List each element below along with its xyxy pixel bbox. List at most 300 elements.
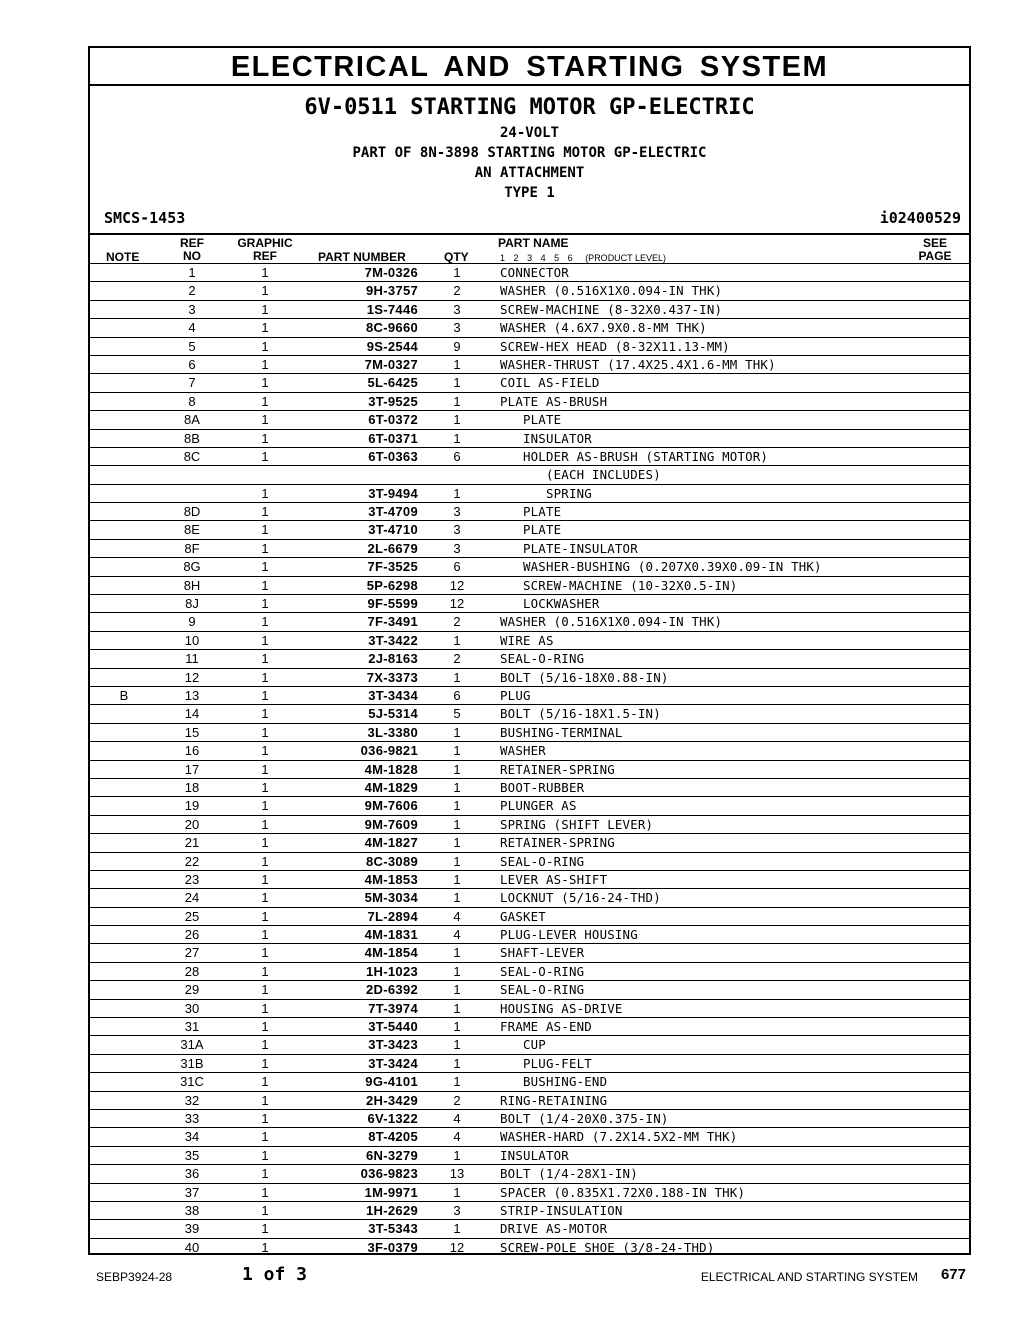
qty-cell: 1 [453,1000,461,1016]
table-row [90,1219,969,1237]
part-name-cell: CONNECTOR [500,265,569,280]
part-name-cell: RETAINER-SPRING [500,835,615,851]
title-band [90,48,969,86]
qty-cell: 2 [453,283,461,299]
table-row [90,796,969,814]
graphic-ref-cell: 1 [261,412,269,428]
ref-no-cell: 8F [184,540,200,556]
product-level-6: 6 [567,253,573,263]
ref-no-cell: 31B [180,1055,204,1071]
table-row [90,1201,969,1219]
ref-no-cell: 6 [188,356,196,372]
graphic-ref-cell: 1 [261,375,269,391]
part-name-cell: LOCKNUT (5/16-24-THD) [500,890,661,906]
part-number-cell: 2L-6679 [367,540,418,556]
table-row [90,962,969,980]
graphic-ref-cell: 1 [261,927,269,943]
table-row [90,704,969,722]
ref-no-cell: 8J [185,596,199,612]
part-number-cell: 3T-3423 [368,1037,418,1053]
ref-no-cell: 30 [184,1000,200,1016]
qty-cell: 4 [453,1129,461,1145]
part-name-cell: WASHER (4.6X7.9X0.8-MM THK) [500,320,707,336]
part-name-cell: SCREW-MACHINE (8-32X0.437-IN) [500,301,723,317]
qty-cell: 9 [453,338,461,354]
ref-no-cell: 33 [184,1110,200,1126]
ref-no-cell: 20 [184,816,200,832]
graphic-ref-cell: 1 [261,743,269,759]
part-number-cell: 7M-0326 [364,265,418,280]
part-name-cell: WASHER-HARD (7.2X14.5X2-MM THK) [500,1129,738,1145]
table-row [90,833,969,851]
group-title: 6V-0511 STARTING MOTOR GP-ELECTRIC [304,95,755,120]
part-name-cell: GASKET [500,908,546,924]
graphic-ref-cell: 1 [261,559,269,575]
qty-cell: 1 [453,393,461,409]
ref-no-line1: REF [180,236,204,250]
ref-no-cell: 22 [184,853,200,869]
table-row [90,741,969,759]
part-name-cell: PLATE [500,504,562,520]
part-number-cell: 1H-2629 [366,1202,418,1218]
graphic-ref-cell: 1 [261,706,269,722]
part-number-cell: 5P-6298 [366,577,418,593]
part-number-cell: 5L-6425 [367,375,418,391]
ref-no-cell: 8A [184,412,200,428]
graphic-ref-cell: 1 [261,1019,269,1035]
column-header-part-number: PART NUMBER [318,250,406,264]
graphic-ref-cell: 1 [261,1184,269,1200]
part-number-cell: 2H-3429 [366,1092,418,1108]
ref-no-cell: 7 [188,375,196,391]
ref-no-cell: 31A [180,1037,204,1053]
graphic-ref-cell: 1 [261,522,269,538]
qty-cell: 1 [453,1147,461,1163]
table-row [90,612,969,630]
part-name-cell: PLUG-LEVER HOUSING [500,927,638,943]
graphic-ref-cell: 1 [261,669,269,685]
table-row [90,760,969,778]
qty-cell: 1 [453,485,461,501]
qty-cell: 5 [453,706,461,722]
qty-cell: 1 [453,963,461,979]
part-name-cell: WASHER-THRUST (17.4X25.4X1.6-MM THK) [500,356,776,372]
qty-cell: 1 [453,816,461,832]
qty-cell: 6 [453,559,461,575]
ref-no-cell: 31 [184,1019,200,1035]
qty-cell: 12 [449,577,465,593]
part-number-cell: 3T-4709 [368,504,418,520]
part-number-cell: 3T-9525 [368,393,418,409]
table-row [90,263,969,281]
column-header-part-name: PART NAME [498,236,569,250]
part-name-cell: SPACER (0.835X1.72X0.188-IN THK) [500,1184,746,1200]
ref-no-cell: 25 [184,908,200,924]
table-row [90,1072,969,1090]
part-number-cell: 8C-9660 [366,320,418,336]
qty-cell: 1 [453,265,461,280]
table-row [90,355,969,373]
table-row [90,888,969,906]
part-name-cell: BOLT (1/4-20X0.375-IN) [500,1110,669,1126]
qty-cell: 3 [453,1202,461,1218]
qty-cell: 3 [453,320,461,336]
qty-cell: 3 [453,540,461,556]
part-name-cell: SEAL-O-RING [500,982,585,998]
part-number-cell: 2J-8163 [368,651,418,667]
part-number-cell: 9H-3757 [366,283,418,299]
qty-cell: 2 [453,1092,461,1108]
table-row [90,1183,969,1201]
ref-no-cell: 11 [185,651,199,667]
part-name-cell: COIL AS-FIELD [500,375,600,391]
qty-cell: 1 [453,871,461,887]
table-row [90,300,969,318]
graphic-ref-cell: 1 [261,1147,269,1163]
qty-cell: 6 [453,687,461,703]
table-row [90,557,969,575]
ref-no-cell: 39 [184,1221,200,1237]
part-name-cell: SPRING (SHIFT LEVER) [500,816,654,832]
ref-no-cell: 18 [184,779,200,795]
ref-no-cell: 27 [184,945,200,961]
part-number-cell: 9S-2544 [366,338,418,354]
table-row [90,907,969,925]
graphic-ref-cell: 1 [261,963,269,979]
table-row [90,1054,969,1072]
ref-no-cell: 35 [184,1147,200,1163]
qty-cell: 1 [453,798,461,814]
graphic-ref-cell: 1 [261,908,269,924]
part-name-cell: PLUG [500,687,531,703]
graphic-ref-cell: 1 [261,687,269,703]
table-row [90,1091,969,1109]
table-row [90,631,969,649]
qty-cell: 1 [453,853,461,869]
part-number-cell: 9G-4101 [365,1074,418,1090]
qty-cell: 12 [449,1239,465,1255]
parts-list-frame [88,46,971,1255]
ref-no-cell: 8C [183,448,201,464]
table-row [90,465,969,483]
graphic-ref-cell: 1 [261,338,269,354]
qty-cell: 1 [453,835,461,851]
table-row [90,281,969,299]
graphic-ref-cell: 1 [261,448,269,464]
table-row [90,925,969,943]
qty-cell: 1 [453,375,461,391]
part-name-cell: HOLDER AS-BRUSH (STARTING MOTOR) [500,448,769,464]
graphic-ref-cell: 1 [261,1202,269,1218]
table-row [90,778,969,796]
ref-no-cell: 21 [184,835,200,851]
qty-cell: 1 [453,1037,461,1053]
product-levels [500,253,666,263]
graphic-ref-cell: 1 [261,632,269,648]
product-level-1: 1 [500,253,506,263]
part-name-cell: DRIVE AS-MOTOR [500,1221,608,1237]
table-row [90,502,969,520]
graphic-ref-cell: 1 [261,265,269,280]
ref-no-cell: 2 [188,283,196,299]
part-name-cell: INSULATOR [500,430,592,446]
table-row [90,999,969,1017]
ref-no-cell: 34 [184,1129,200,1145]
qty-cell: 1 [453,743,461,759]
qty-cell: 1 [453,669,461,685]
graphic-ref-line1: GRAPHIC [237,236,293,250]
qty-cell: 1 [453,632,461,648]
part-name-cell: BUSHING-TERMINAL [500,724,623,740]
graphic-ref-cell: 1 [261,890,269,906]
table-row [90,576,969,594]
part-number-cell: 3L-3380 [367,724,418,740]
graphic-ref-cell: 1 [261,835,269,851]
part-name-cell: CUP [500,1037,546,1053]
part-name-cell: BOLT (5/16-18X0.88-IN) [500,669,669,685]
part-name-cell: WASHER-BUSHING (0.207X0.39X0.09-IN THK) [500,559,822,575]
table-row [90,870,969,888]
part-name-cell: PLATE [500,412,562,428]
qty-cell: 1 [453,1019,461,1035]
qty-cell: 1 [453,1055,461,1071]
table-row [90,1146,969,1164]
part-number-cell: 7L-2894 [367,908,418,924]
graphic-ref-cell: 1 [261,356,269,372]
table-row [90,1127,969,1145]
part-name-cell: BOLT (1/4-28X1-IN) [500,1166,638,1182]
table-row [90,373,969,391]
ref-no-cell: 4 [188,320,196,336]
qty-cell: 1 [453,945,461,961]
graphic-ref-cell: 1 [261,1166,269,1182]
ref-no-cell: 23 [184,871,200,887]
part-name-cell: LOCKWASHER [500,596,600,612]
qty-cell: 1 [453,430,461,446]
part-number-cell: 7F-3491 [367,614,418,630]
graphic-ref-cell: 1 [261,1000,269,1016]
table-row [90,1035,969,1053]
part-number-cell: 9M-7606 [364,798,418,814]
graphic-ref-cell: 1 [261,945,269,961]
graphic-ref-cell: 1 [261,651,269,667]
part-name-cell: SCREW-HEX HEAD (8-32X11.13-MM) [500,338,730,354]
graphic-ref-cell: 1 [261,816,269,832]
table-row [90,429,969,447]
part-name-cell: PLUNGER AS [500,798,577,814]
ref-no-line2: NO [183,249,201,263]
ref-no-cell: 9 [188,614,196,630]
column-header-ref-no [178,237,206,263]
part-number-cell: 3T-5440 [368,1019,418,1035]
ref-no-cell: 8E [184,522,200,538]
subtitle-type: TYPE 1 [504,185,555,201]
part-name-cell: WASHER (0.516X1X0.094-IN THK) [500,614,723,630]
table-row [90,852,969,870]
part-name-cell: PLUG-FELT [500,1055,592,1071]
graphic-ref-cell: 1 [261,577,269,593]
graphic-ref-line2: REF [253,249,277,263]
qty-cell: 1 [453,761,461,777]
see-page-line2: PAGE [918,249,952,263]
part-name-cell: WIRE AS [500,632,554,648]
graphic-ref-cell: 1 [261,1110,269,1126]
qty-cell: 1 [453,1074,461,1090]
table-row [90,943,969,961]
qty-cell: 3 [453,504,461,520]
qty-cell: 3 [453,301,461,317]
graphic-ref-cell: 1 [261,485,269,501]
graphic-ref-cell: 1 [261,1074,269,1090]
column-header-graphic-ref [230,237,300,263]
ref-no-cell: 14 [184,706,200,722]
part-number-cell: 4M-1829 [364,779,418,795]
smcs-code: SMCS-1453 [104,209,186,227]
ref-no-cell: 15 [184,724,200,740]
table-row [90,539,969,557]
ref-no-cell: 32 [184,1092,200,1108]
footer-section-title: ELECTRICAL AND STARTING SYSTEM [700,1270,918,1284]
ref-no-cell: 8G [183,559,201,575]
part-name-cell: SEAL-O-RING [500,853,585,869]
qty-cell: 1 [453,412,461,428]
graphic-ref-cell: 1 [261,393,269,409]
part-number-cell: 3T-3424 [368,1055,418,1071]
graphic-ref-cell: 1 [261,614,269,630]
part-number-cell: 6T-0371 [368,430,418,446]
part-name-cell: FRAME AS-END [500,1019,592,1035]
graphic-ref-cell: 1 [261,871,269,887]
part-number-cell: 7F-3525 [367,559,418,575]
ref-no-cell: 10 [184,632,200,648]
part-number-cell: 3T-4710 [368,522,418,538]
ref-no-cell: 26 [184,927,200,943]
part-number-cell: 2D-6392 [366,982,418,998]
table-row [90,1238,969,1256]
ref-no-cell: 8B [184,430,200,446]
graphic-ref-cell: 1 [261,779,269,795]
part-name-cell: BOLT (5/16-18X1.5-IN) [500,706,661,722]
part-name-cell: STRIP-INSULATION [500,1202,623,1218]
product-level-4: 4 [540,253,546,263]
part-name-cell: RING-RETAINING [500,1092,608,1108]
ref-no-cell: 29 [184,982,200,998]
qty-cell: 1 [453,724,461,740]
qty-cell: 4 [453,908,461,924]
graphic-ref-cell: 1 [261,853,269,869]
part-number-cell: 8T-4205 [368,1129,418,1145]
part-number-cell: 7M-0327 [364,356,418,372]
table-row [90,649,969,667]
qty-cell: 1 [453,890,461,906]
graphic-ref-cell: 1 [261,798,269,814]
part-name-cell: (EACH INCLUDES) [500,467,661,483]
table-row [90,1017,969,1035]
table-row [90,392,969,410]
illustration-id: i02400529 [879,209,961,227]
qty-cell: 3 [453,522,461,538]
table-row [90,337,969,355]
qty-cell: 1 [453,356,461,372]
part-number-cell: 1H-1023 [366,963,418,979]
part-number-cell: 4M-1828 [364,761,418,777]
part-name-cell: RETAINER-SPRING [500,761,615,777]
table-header [90,233,969,263]
ref-no-cell: 17 [184,761,200,777]
qty-cell: 2 [453,651,461,667]
graphic-ref-cell: 1 [261,430,269,446]
table-row [90,1164,969,1182]
part-name-cell: WASHER [500,743,546,759]
part-number-cell: 8C-3089 [366,853,418,869]
ref-no-cell: 8D [183,504,201,520]
document-id: SEBP3924-28 [96,1270,173,1284]
part-number-cell: 6N-3279 [366,1147,418,1163]
part-number-cell: 3F-0379 [367,1239,418,1255]
part-name-cell: SCREW-POLE SHOE (3/8-24-THD) [500,1239,715,1255]
graphic-ref-cell: 1 [261,982,269,998]
ref-no-cell: 36 [184,1166,200,1182]
parts-table-body [90,263,969,1256]
qty-cell: 4 [453,1110,461,1126]
part-name-cell: BUSHING-END [500,1074,608,1090]
column-header-see-page [915,237,955,263]
ref-no-cell: 38 [184,1202,200,1218]
ref-no-cell: 31C [180,1074,204,1090]
part-number-cell: 3T-3434 [368,687,418,703]
subtitle-voltage: 24-VOLT [499,125,559,141]
ref-no-cell: 8H [183,577,201,593]
graphic-ref-cell: 1 [261,1239,269,1255]
part-number-cell: 1S-7446 [366,301,418,317]
part-number-cell: 3T-3422 [368,632,418,648]
table-row [90,594,969,612]
graphic-ref-cell: 1 [261,1037,269,1053]
table-row [90,318,969,336]
ref-no-cell: 12 [184,669,200,685]
column-header-note: NOTE [106,250,140,264]
part-number-cell: 036-9823 [360,1166,418,1182]
part-name-cell: SHAFT-LEVER [500,945,585,961]
ref-no-cell: 13 [184,687,200,703]
graphic-ref-cell: 1 [261,301,269,317]
subtitle-part-of: PART OF 8N-3898 STARTING MOTOR GP-ELECTRIC [352,145,707,161]
product-level-3: 3 [527,253,533,263]
part-number-cell: 4M-1831 [364,927,418,943]
qty-cell: 12 [449,596,465,612]
product-level-label: (PRODUCT LEVEL) [585,253,667,263]
table-row [90,410,969,428]
part-number-cell: 7X-3373 [366,669,418,685]
ref-no-cell: 24 [184,890,200,906]
ref-no-cell: 19 [184,798,200,814]
graphic-ref-cell: 1 [261,761,269,777]
part-number-cell: 5M-3034 [364,890,418,906]
part-name-cell: WASHER (0.516X1X0.094-IN THK) [500,283,723,299]
table-row [90,520,969,538]
part-number-cell: 6T-0363 [368,448,418,464]
part-name-cell: SCREW-MACHINE (10-32X0.5-IN) [500,577,738,593]
part-name-cell: SEAL-O-RING [500,651,585,667]
graphic-ref-cell: 1 [261,540,269,556]
part-number-cell: 1M-9971 [364,1184,418,1200]
ref-no-cell: 8 [188,393,196,409]
part-number-cell: 4M-1853 [364,871,418,887]
table-row [90,980,969,998]
part-name-cell: BOOT-RUBBER [500,779,585,795]
part-name-cell: SPRING [500,485,592,501]
product-level-5: 5 [554,253,560,263]
